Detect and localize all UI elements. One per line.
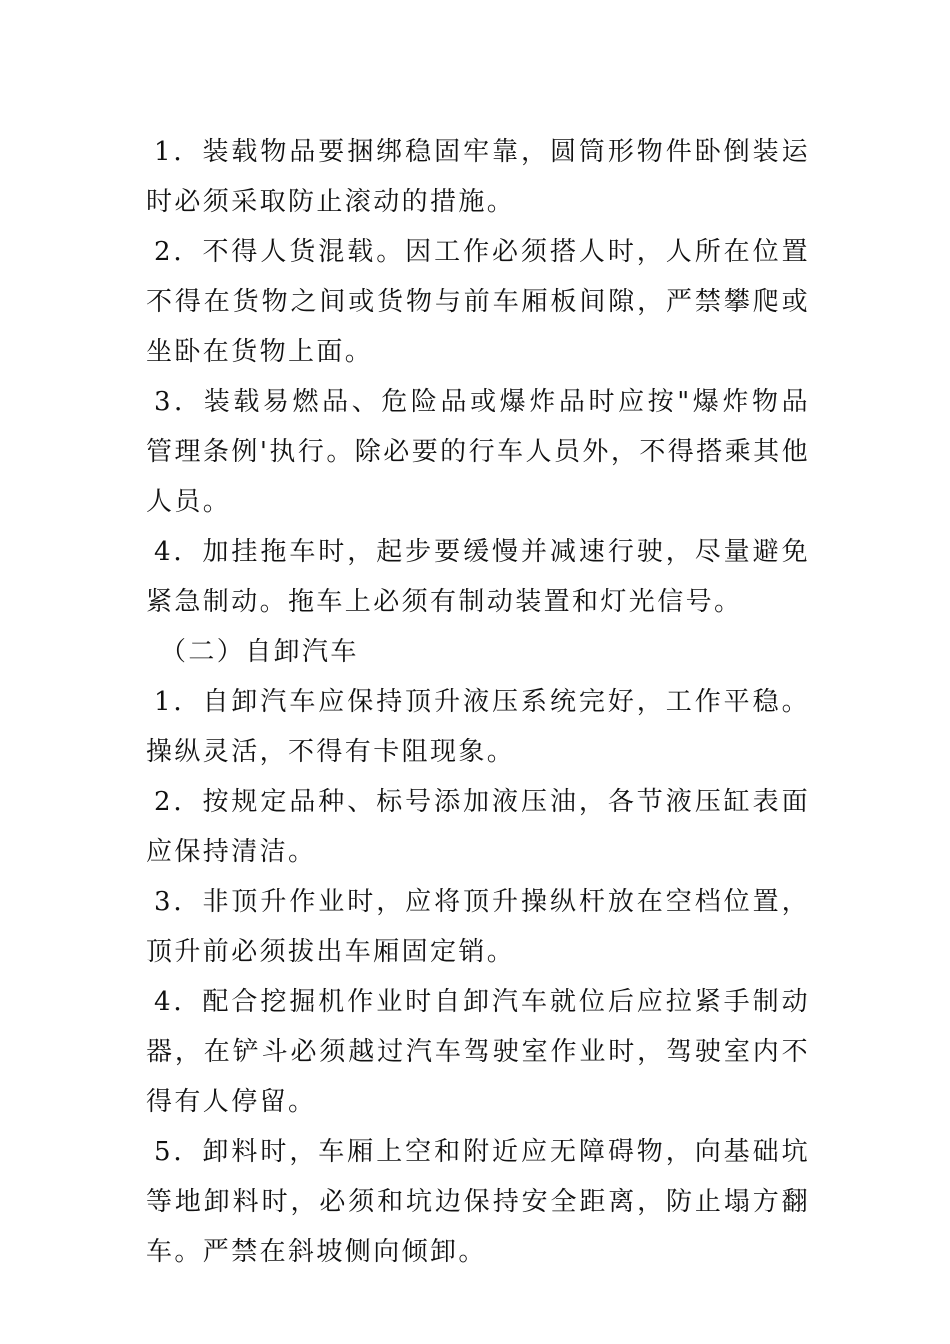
paragraph-truck-item-2: 2．不得人货混载。因工作必须搭人时，人所在位置不得在货物之间或货物与前车厢板间隙，严禁攀爬或坐卧在货物上面。: [146, 237, 810, 367]
document-body: [146, 127, 810, 1277]
paragraph-dump-item-2: 2．按规定品种、标号添加液压油，各节液压缸表面应保持清洁。: [146, 787, 810, 867]
section-heading-dump-truck: （二）自卸汽车: [160, 637, 359, 667]
paragraph-dump-item-1: 1．自卸汽车应保持顶升液压系统完好，工作平稳。操纵灵活，不得有卡阻现象。: [146, 687, 810, 767]
paragraph-dump-item-5: 5．卸料时，车厢上空和附近应无障碍物，向基础坑等地卸料时，必须和坑边保持安全距离，防止塌方翻车。严禁在斜坡侧向倾卸。: [146, 1137, 810, 1267]
paragraph-truck-item-1: 1．装载物品要捆绑稳固牢靠，圆筒形物件卧倒装运时必须采取防止滚动的措施。: [146, 137, 810, 217]
paragraph-dump-item-4: 4．配合挖掘机作业时自卸汽车就位后应拉紧手制动器，在铲斗必须越过汽车驾驶室作业时，驾驶室内不得有人停留。: [146, 987, 810, 1117]
paragraph-truck-item-4: 4．加挂拖车时，起步要缓慢并减速行驶，尽量避免紧急制动。拖车上必须有制动装置和灯光信号。: [146, 537, 810, 617]
paragraph-truck-item-3: 3．装载易燃品、危险品或爆炸品时应按"爆炸物品管理条例'执行。除必要的行车人员外，不得搭乘其他人员。: [146, 387, 810, 517]
paragraph-dump-item-3: 3．非顶升作业时，应将顶升操纵杆放在空档位置，顶升前必须拔出车厢固定销。: [146, 887, 810, 967]
